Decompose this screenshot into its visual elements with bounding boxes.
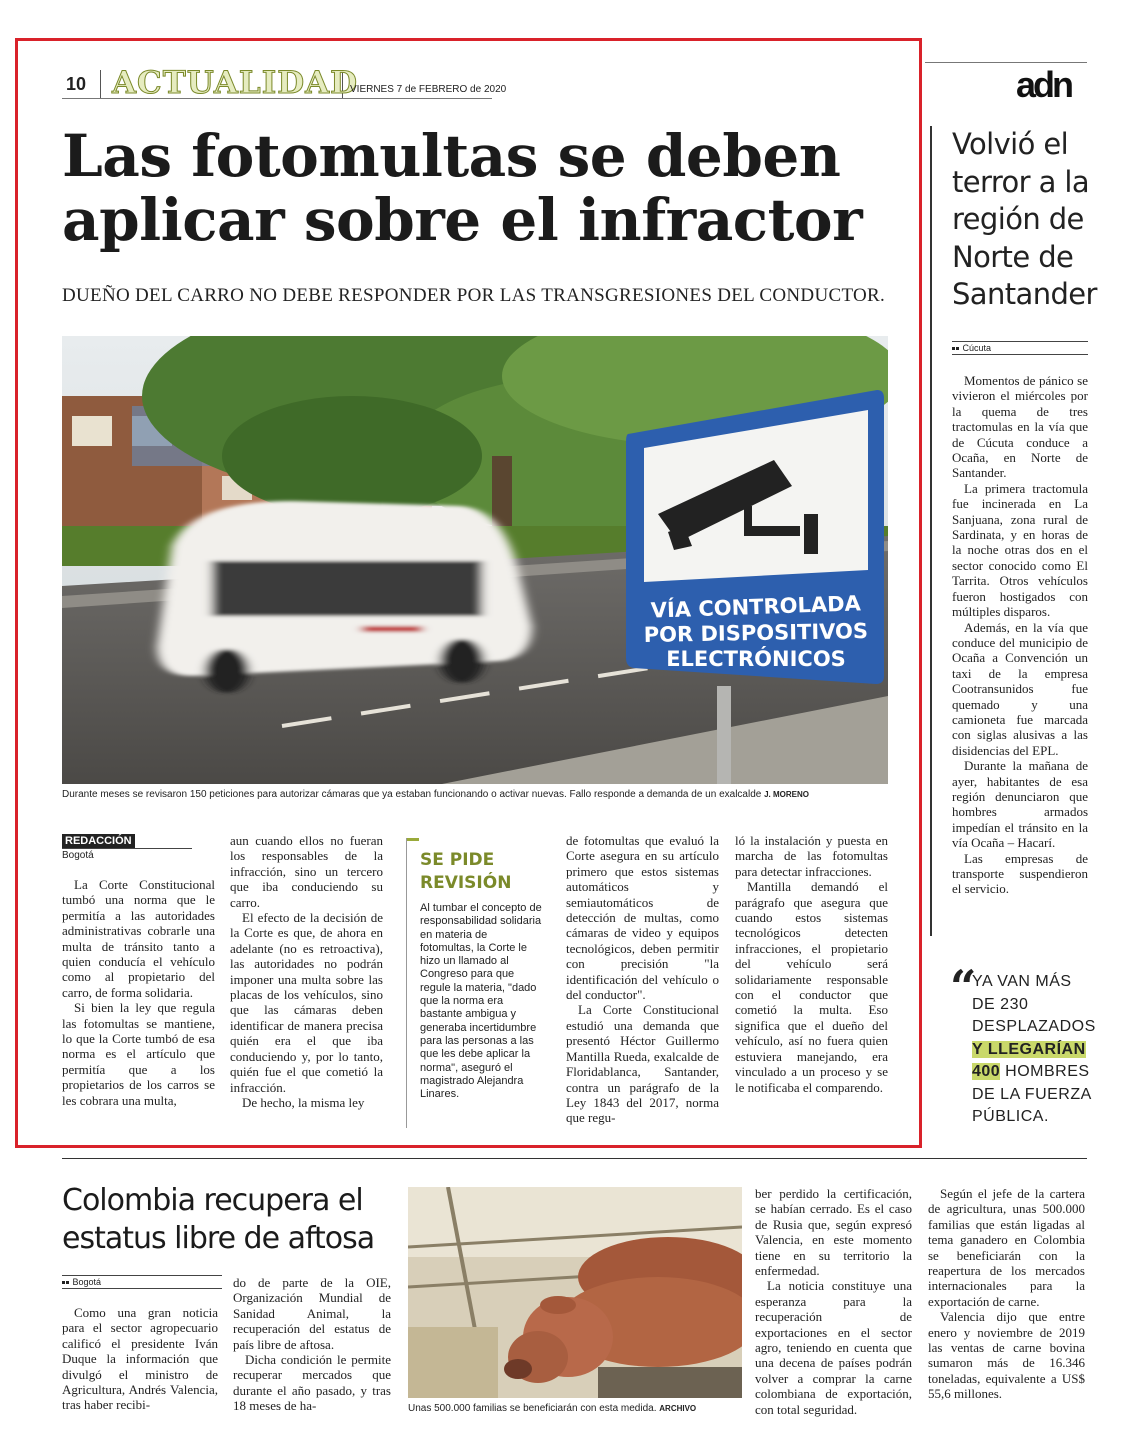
right-place-label: Cúcuta [962,343,992,353]
cattle-caption-text: Unas 500.000 familias se beneficiarán con esta medida. [408,1403,657,1414]
main-subhead: DUEÑO DEL CARRO NO DEBE RESPONDER POR LAS TRANSGRESIONES DEL CONDUCTOR. [62,285,886,306]
byline-box [62,831,135,849]
paragraph: De hecho, la misma ley [242,1094,365,1110]
byline: REDACCIÓN [62,834,135,848]
header-rule-right [925,62,1087,63]
main-column-4 [735,833,888,1095]
paragraph: La primera tractomula fue incinerada en La Sanjuana, zona rural de Sardinata, y en horas de la noche otras dos en el sector conocido como El Tarrita. Otros vehículos fueron hostigados con múltiples disparos. [952,480,1088,620]
svg-text:VÍA CONTROLADA: VÍA CONTROLADA [650,591,862,623]
byline-place: Bogotá [62,848,192,861]
quote-highlight-number: 400 [972,1063,1001,1080]
right-place [952,341,1088,355]
paragraph: ber perdido la certificación, se habían cerrado. Es el caso de Rusia que, según expresó Valencia, en este momento tiene en su territorio la enfermedad. [755,1186,912,1279]
paragraph: Dicha condición le permite recuperar mercados que durante el año pasado, y tras 18 meses de ha- [233,1352,391,1414]
main-column-3 [566,833,719,1126]
paragraph: Mantilla demandó el parágrafo que asegura que cuando estos sistemas tecnológicos detecten infracciones, el propietario del vehículo será solidariamente responsable con el conductor que cometió la multa. Eso significa que el dueño del vehículo, así no fuera quien estuviera manejando, era vinculado a un proceso y se le notificaba el comparendo. [735,879,888,1095]
quote-text-end: HOMBRES DE LA FUERZA PÚBLICA. [972,1063,1091,1125]
right-column [952,373,1088,897]
paragraph: El efecto de la decisión de la Corte es que, de ahora en adelante (no es retroactiva), las autoridades no podrán imponer una multa sobre las placas de los vehículos, sino que las cámaras deben identificar de manera precisa quién era el que iba conduciendo y, por lo tanto, quién fue el que cometió la infracción. [230,910,383,1095]
traffic-sign [626,390,884,684]
paragraph: Valencia dijo que entre enero y noviembre de 2019 las ventas de carne bovina sumaron más de 16.346 toneladas, equivalente a US$ 55,6 millones. [928,1309,1085,1402]
quote-mark: “ [950,960,977,1014]
paragraph: aun cuando ellos no fueran los responsables de la infracción, sino un tercero que iba conduciendo su carro. [230,833,383,910]
quote-highlight: Y LLEGARÍAN [972,1040,1086,1058]
paragraph: do de parte de la OIE, Organización Mundial de Sanidad Animal, la recuperación del estatus de país libre de aftosa. [233,1275,391,1352]
speed-camera-photo [62,336,888,784]
sidebar-title: SE PIDE REVISIÓN [420,850,512,893]
page-number: 10 [66,74,87,94]
svg-text:ELECTRÓNICOS: ELECTRÓNICOS [666,647,846,671]
photo-credit: J. MORENO [764,790,810,799]
bottom-place [62,1275,222,1289]
bottom-place-label: Bogotá [72,1277,102,1287]
issue-date: VIERNES 7 de FEBRERO de 2020 [350,84,507,95]
section-title: ACTUALIDAD [112,65,359,101]
adn-logo: adn [1016,64,1072,105]
bottom-section-rule [62,1158,1087,1159]
paragraph: La Corte Constitucional estudió una demanda que presentó Héctor Guillermo Mantilla Rueda, exalcalde de Floridablanca, Santander, contra un parágrafo de la Ley 1843 del 2017, norma que regu- [566,1002,719,1126]
bottom-column-1 [62,1305,218,1413]
paragraph: de fotomultas que evaluó la Corte asegura en su artículo primero que estos sistemas automáticos y semiautomáticos de detección de multas, como cámaras de video y equipos tecnológicos, deben permitir con precisión "la identificación del vehículo o del conductor". [566,833,719,1003]
photo-illustration [62,336,888,784]
main-column-2 [230,833,383,1110]
svg-text:POR DISPOSITIVOS: POR DISPOSITIVOS [643,619,869,647]
paragraph: Las empresas de transporte suspendieron el servicio. [952,850,1088,897]
paragraph: Durante la mañana de ayer, habitantes de esa región denunciaron que hombres armados impedían el tránsito en la vía Ocaña – Hacarí. [952,758,1088,851]
paragraph: ló la instalación y puesta en marcha de las fotomultas para detectar infracciones. [735,833,888,879]
sidebar-bracket [407,838,419,846]
bottom-column-3 [755,1186,912,1417]
right-column-divider [930,126,932,936]
cattle-caption [408,1403,696,1414]
sidebar-text: Al tumbar el concepto de responsabilidad solidaria en materia de fotomultas, la Corte le hizo un llamado al Congreso para que regule la materia, "dado que la norma era bastante ambigua y generaba incertidumbre para las personas a las que les debe aplicar la norma", aseguró el magistrado Alejandra Linares. [420,902,542,1101]
paragraph: Momentos de pánico se vivieron el miércoles por la quema de tres tractomulas en la vía que de Cúcuta conduce a Ocaña, en Norte de Santander. [952,373,1088,481]
paragraph: La noticia constituye una esperanza para la recuperación de exportaciones en el sector agro, teniendo en cuenta que una decena de países podrán volver a comprar la carne colombiana de exportación, con total seguridad. [755,1278,912,1417]
caption-text: Durante meses se revisaron 150 peticiones para autorizar cámaras que ya estaban funcionando o activar nuevas. Fallo responde a demanda de un exalcalde [62,789,762,800]
paragraph: Si bien la ley que regula las fotomultas se mantiene, lo que la Corte tumbó de esa norma es el artículo que permitía que a los propietarios de los carros se les cobrara una multa, [62,1000,215,1108]
pull-quote [972,971,1096,1129]
main-headline: Las fotomultas se deben aplicar sobre el infractor [62,122,863,254]
main-column-1 [62,877,215,1108]
cattle-photo-credit: ARCHIVO [659,1404,697,1413]
bottom-headline: Colombia recupera el estatus libre de aftosa [62,1183,375,1256]
photo-caption [62,789,892,800]
cattle-illustration [408,1187,742,1398]
paragraph: Además, en la vía que conduce del municipio de Ocaña a Convención un taxi de la empresa Cootransunidos fue quemado y una camioneta fue marcada con siglas alusivas a las disidencias del EPL. [952,619,1088,758]
paragraph: Como una gran noticia para el sector agropecuario calificó el presidente Iván Duque la información que divulgó el ministro de Agricultura, Andrés Valencia, tras haber recibi- [62,1305,218,1413]
right-headline: Volvió el terror a la región de Norte de Santander [952,127,1097,311]
paragraph: La Corte Constitucional tumbó una norma que le permitía a las autoridades administrativas cobrarle una multa de tránsito tanto a quien conducía el vehículo como al propietario del carro, de forma solidaria. [62,877,215,1000]
bottom-column-4 [928,1186,1085,1402]
paragraph: Según el jefe de la cartera de agricultura, unas 500.000 familias que están ligadas al tema ganadero en Colombia se beneficiarán con la reapertura de los mercados internacionales para la exportación de carne. [928,1186,1085,1309]
bottom-column-2 [233,1275,391,1414]
cattle-photo [408,1187,742,1398]
quote-text: YA VAN MÁS DE 230 DESPLAZADOS [972,973,1096,1035]
